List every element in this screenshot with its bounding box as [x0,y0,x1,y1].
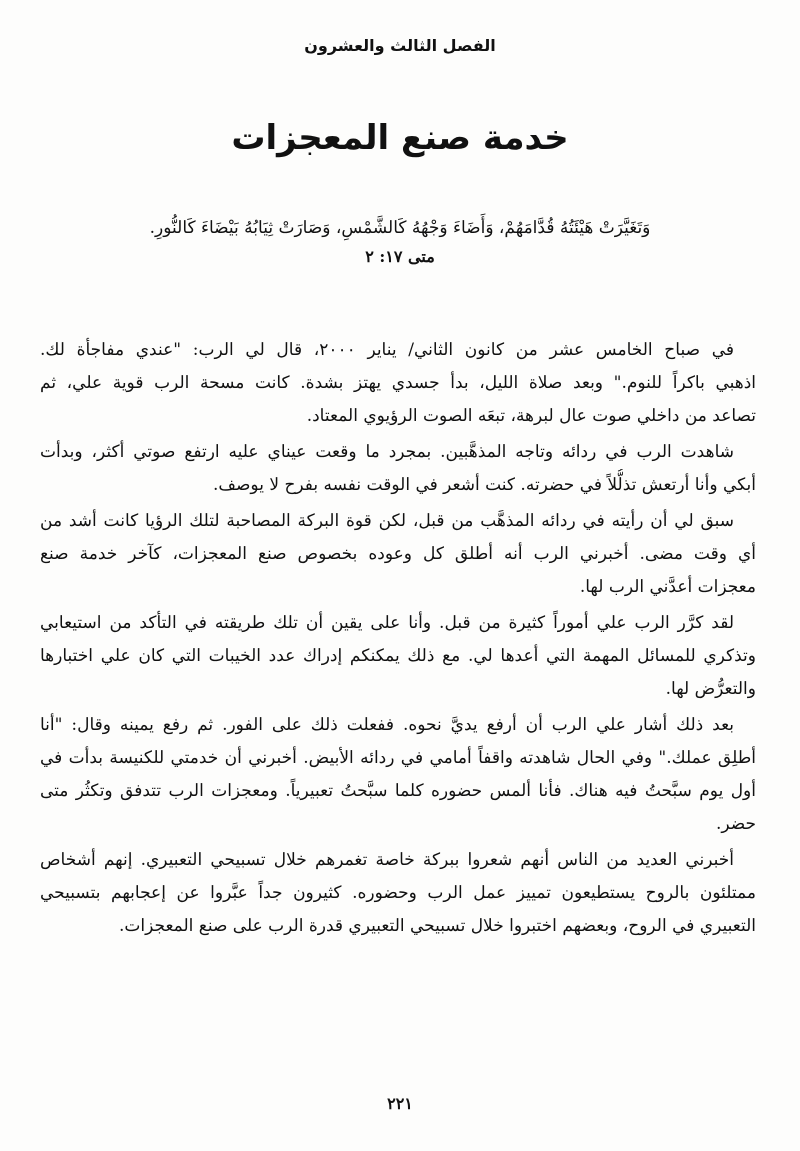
text-line: سبق لي أن رأيته في ردائه المذهَّب من قبل، لكن قوة البركة المصاحبة لتلك الرؤيا كانت أشد من [40,511,734,531]
text-line: ممتلئون بالروح يستطيعون تمييز عمل الرب وحضوره. كثيرون جداً عبَّروا عن إعجابهم بتسبيحي [40,883,756,903]
paragraph [40,505,756,604]
paragraph [40,436,756,502]
paragraph [40,844,756,943]
paragraph [40,607,756,706]
text-line: في صباح الخامس عشر من كانون الثاني/ يناير ٢٠٠٠، قال لي الرب: "عندي مفاجأة لك. [40,340,734,360]
text-line: والتعرُّض لها. [665,679,756,699]
epigraph [0,213,800,267]
text-line: معجزات أعدَّني الرب لها. [579,577,756,597]
epigraph-reference: متى ١٧: ٢ [365,247,435,266]
text-line: أي وقت مضى. أخبرني الرب أنه أطلق كل وعوده بخصوص صنع المعجزات، كآخر خدمة صنع [40,544,756,564]
text-line: أخبرني العديد من الناس أنهم شعروا ببركة خاصة تغمرهم خلال تسبيحي التعبيري. إنهم أشخاص [40,850,734,870]
chapter-title: خدمة صنع المعجزات [231,118,569,158]
text-line: أول يوم سبَّحتُ فيه هناك. فأنا ألمس حضوره كلما سبَّحتُ تعبيرياً. ومعجزات الرب تتدفق وتكثُر متى [40,781,756,801]
paragraph [40,334,756,433]
text-line: أطلِق عملك." وفي الحال شاهدته واقفاً أمامي في ردائه الأبيض. أخبرني أن خدمتي للكنيسة بدأت في [40,748,756,768]
text-line: أبكي وأنا أرتعش تذلُّلاً في حضرته. كنت أشعر في الوقت نفسه بفرح لا يوصف. [212,475,756,495]
paragraph [40,709,756,841]
page-number: ٢٢١ [387,1094,413,1113]
text-line: وتذكري للمسائل المهمة التي أعدها لي. مع ذلك يمكنكم إدراك عدد الخيبات التي كان علي اختبارها [40,646,756,666]
text-line: تصاعد من داخلي صوت عال لبرهة، تبعَه الصوت الرؤيوي المعتاد. [306,406,756,426]
text-line: التعبيري في الروح، وبعضهم اختبروا خلال تسبيحي التعبيري قدرة الرب على صنع المعجزات. [118,916,756,936]
text-line: لقد كرَّر الرب علي أموراً كثيرة من قبل. وأنا على يقين أن تلك طريقته في التأكد من استيعابي [40,613,734,633]
chapter-label: الفصل الثالث والعشرون [304,36,496,55]
text-line: حضر. [715,814,756,834]
epigraph-verse: وَتَغَيَّرَتْ هَيْئَتُهُ قُدَّامَهُمْ، وَأَضَاءَ وَجْهُهُ كَالشَّمْسِ، وَصَارَتْ ثِيَابُهُ بَيْضَاءَ كَالنُّورِ. [149,218,651,238]
text-line: شاهدت الرب في ردائه وتاجه المذهَّبين. بمجرد ما وقعت عيناي عليه ارتفع صوتي أكثر، وبدأت [40,442,734,462]
text-line: بعد ذلك أشار علي الرب أن أرفع يديَّ نحوه. ففعلت ذلك على الفور. ثم رفع يمينه وقال: "أنا [40,715,734,735]
text-line: اذهبي باكراً للنوم." وبعد صلاة الليل، بدأ جسدي يهتز بشدة. كانت مسحة الرب قوية علي، ثم [40,373,756,393]
body-text [40,334,756,943]
